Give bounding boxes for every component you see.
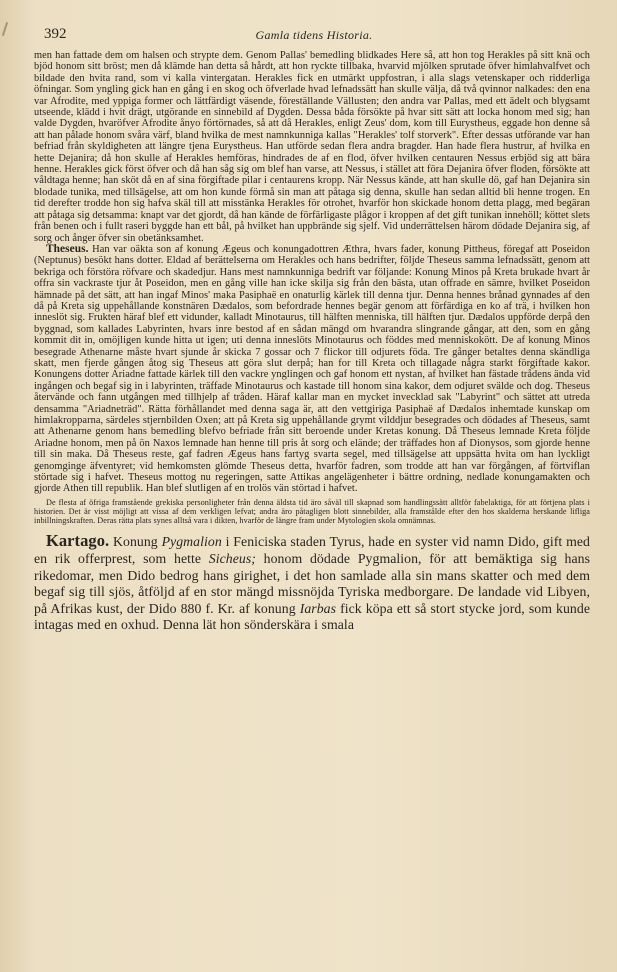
kartago-text-2: i Feniciska staden Tyrus, hade en syster vid namn Dido, gift med en rik offerprest, som hette xyxy=(34,534,590,566)
theseus-text: Han var oäkta son af konung Ægeus och konungadottren Æthra, hvars fader, konung Pittheus, föregaf att Poseidon (Neptunus) besökt hans dotter. Eldad af berättelserna om Herakles och hans bedrifter, följde Theseus samma lefnadssätt, genom att bekriga och förstöra röfvare och skadedjur. Hans mest namnkunniga bedrift var följande: Konung Minos på Kreta brukade hvart år offra sin vackraste tjur åt Poseidon, men en gång ville han icke skilja sig från den bästa, utan offrade en sämre, hvilket Poseidon hämnade på det sätt, att han ingaf Minos' maka Pasiphaë en onaturlig kärlek till denna tjur. Denna hennes brånad gynnades af den då på Kreta sig uppehållande konstnären Dædalos, som befordrade hennes begär genom att förfärdiga en ko af trä, i hvilken hon inneslöt sig. Frukten häraf blef ett vidunder, kalladt Minotaurus, till hälften menniska, till hälften tjur. Dædalos uppförde derpå den byggnad, som kallades Labyrinten, hvars inre bestod af en sådan mängd om hvarandra slingrande gångar, att den, som en gång kommit dit in, omöjligen kunde hitta ut igen; uti denna inneslöts Minotaurus och föddes med menniskokött. De af konung Minos besegrade Athenarne måste hvart sjunde år skicka 7 gossar och 7 flickor till odjurets föda. Tre gånger betaltes denna skändliga skatt, men fjerde gången åtog sig Theseus att göra slut derpå; han for till Kreta och tillagade några starkt förgiftade kakor. Konungens dotter Ariadne fattade kärlek till den vackre ynglingen och gaf honom ett nystan, af hvilket han fästade trådens ända vid ingången och begaf sig in i labyrinten, träffade Minotaurus och kastade till honom sina kakor, dem odjuret svälde och dog. Theseus återvände och fann utgången med tillhjelp af tråden. Häraf kallar man en mycket invecklad sak "Labyrint" och sättet att utreda densamma "Ariadneträd". Rätta förhållandet med denna saga är, att den vettgiriga Pasiphaë af Dædalos inhemtade kunskap om himlakropparna, särdeles stjernbilden Oxen; att på Kreta sig uppehållande grymt vilddjur besegrades och dödades af Theseus, samt att Athenarne genom hans bemedling blefvo befriade från sitt beroende under Kretas konung. Då Theseus lemnade Kreta följde Ariadne honom, men på ön Naxos lemnade han henne till pris åt sorg och elände; der träffades hon af Dionysos, som gjorde henne till sin maka. Då Theseus reste, gaf fadren Ægeus hans fartyg svarta segel, med tillsägelse att uppsätta hvita om han lyckligt genomginge äfventyret; vid hemkomsten glömde Theseus detta, hvarför fadren, som trodde att han var förgången, af förtviflan störtade sig i hafvet. Theseus mottog nu regeringen, satte Attikas angelägenheter i bättre ordning, nedlade konungamakten och gjorde Athen till republik. Han blef slutligen af en trolös vän störtad i hafvet. xyxy=(34,243,590,495)
page-number: 392 xyxy=(44,26,67,42)
margin-pencil-mark xyxy=(2,22,8,36)
page-header xyxy=(34,26,594,46)
kartago-paragraph xyxy=(34,533,590,634)
kartago-text-1: Konung xyxy=(109,534,162,550)
theseus-paragraph xyxy=(34,244,590,495)
main-text xyxy=(34,50,590,634)
theseus-heading: Theseus. xyxy=(46,242,89,255)
footnote: De flesta af öfriga framstående grekiska personligheter från denna äldsta tid äro såväl till skapnad som handlingssätt alltför fabelaktiga, för att förtjena plats i historien. Det är visst möjligt att vissa af dem verkligen lefvat; andra äro påtagligen blott sinnebilder, alla framstålde efter den hos skalderna herskande lifliga inbillningskraften. Deras rätta plats synes alltså vara i dikten, hvarför de längre fram under Mytologien skola omnämnas. xyxy=(34,497,590,526)
kartago-text-4: fick köpa ett så stort stycke jord, som kunde intagas med en oxhud. Denna lät hon sönderskära i smala xyxy=(34,600,591,633)
kartago-name-pygmalion: Pygmalion xyxy=(161,534,222,550)
kartago-name-sicheus: Sicheus; xyxy=(208,550,256,566)
kartago-name-iarbas: Iarbas xyxy=(299,600,337,616)
kartago-heading: Kartago. xyxy=(46,531,110,551)
kartago-text-3: honom dödade Pygmalion, för att bemäktiga sig hans rikedomar, men Dido bedrog hans girighet, i det hon samlade alla sin mans skatter och med dem begaf sig till sjös, åtföljd af en stor mängd missnöjda Tyriska medborgare. De landade vid Libyen, på Afrikas kust, der Dido 880 f. Kr. af konung xyxy=(34,550,590,616)
herakles-paragraph: men han fattade dem om halsen och strypte dem. Genom Pallas' bemedling blidkades Here så, att hon tog Herakles på sitt knä och bjöd honom sitt bröst; men då klämde han detta så hårdt, att hon ryckte tillbaka, hvarvid mjölken sprutade öfver himlahvalfvet och bildade den hvita rand, som vi kalla vintergatan. Herakles fick en utmärkt uppfostran, i alla slags vetenskaper och ridderliga öfningar. Som yngling gick han en gång i en skog och öfverlade hvad lefnadssätt han skulle välja, då två qvinnor nalkades: den ena var Afrodite, med yppiga former och lättfärdigt väsende, föreställande Vällusten; den andra var Pallas, med ett ädelt och blygsamt utseende, klädd i hvit drägt, utgörande en sinnebild af Dygden. Dessa båda försökte på hvar sitt sätt att locka honom med sig; han valde Dygden, hvaröfver Afrodite ånyo förtörnades, så att då Herakles, enligt Zeus' dom, kom till Eurystheus, eggade hon denne så att han pålade honom svåra värf, bland hvilka de mest namnkunniga kallas "Herakles' tolf storverk". Efter dessas utförande var han befriad från skyldigheten att längre tjena Eurystheus. Han utförde sedan flera andra bragder. Han hade flera hustrur, af hvilka en hette Dejanira; då hon skulle af Herakles hemföras, hindrades de af en flod, öfver hvilken centauren Nessus erbjöd sig att bära henne. Herakles gick först öfver och då han såg sig om blef han varse, att Nessus, i stället att föra Dejanira öfver floden, försökte att våldtaga henne; han sköt då en af sina förgiftade pilar i centaurens kropp. När Nessus kände, att han skulle dö, gaf han Dejanira sin blodade tunika, med tillsägelse, att om hon kunde förmå sin man att påtaga sig denna, skulle han sedan alltid bli henne trogen. En tid derefter trodde hon sig hafva skäl till att misstänka Herakles för otrohet, hvarför hon skickade honom detta plagg, med begäran att påtaga sig detsamma: knapt var det gjordt, då han kände de förfärligaste plågor i kroppen af det gift tunikan innehöll; köttet slets från benen och i fullt raseri byggde han ett bål, på hvilket han uppbrände sig sjelf. Vid underrättelsen härom dödade Dejanira sig, af sorg och ånger öfver sin obetänksamhet. xyxy=(34,50,590,244)
running-title: Gamla tidens Historia. xyxy=(255,28,373,42)
